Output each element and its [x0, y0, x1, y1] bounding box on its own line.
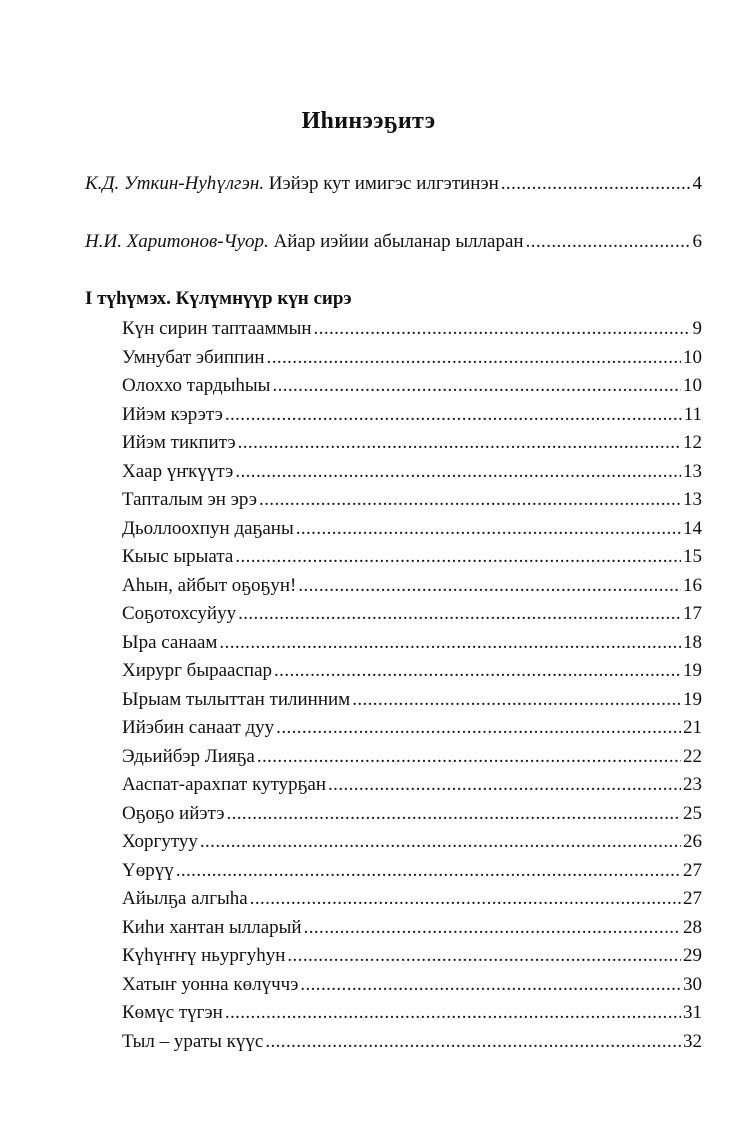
toc-entry	[122, 543, 702, 572]
toc-entry	[122, 771, 702, 800]
toc-page-number: 16	[683, 574, 702, 596]
toc-title: Хаар үҥкүүтэ	[122, 460, 234, 482]
toc-page-number: 13	[683, 460, 702, 482]
toc-dot-leader	[314, 315, 691, 344]
toc-entry	[122, 572, 702, 601]
toc-entry	[122, 486, 702, 515]
toc-entry	[122, 828, 702, 857]
toc-dot-leader	[259, 486, 681, 515]
toc-title: Ыра санаам	[122, 631, 218, 653]
toc-title: Күн сирин таптааммын	[122, 318, 312, 339]
toc-dot-leader	[526, 230, 691, 254]
toc-entry	[122, 600, 702, 629]
toc-title: Ааспат-арахпат кутурҕан	[122, 774, 327, 795]
toc-entry	[122, 629, 702, 658]
toc-dot-leader	[352, 686, 681, 715]
toc-dot-leader	[274, 657, 681, 686]
toc-page-number: 23	[683, 774, 702, 795]
toc-title: Иэйэр кут имигэс илгэтинэн	[268, 173, 499, 194]
toc-title: Хирург бырааспар	[122, 660, 273, 681]
toc-entry	[122, 401, 702, 430]
toc-entry	[122, 971, 702, 1000]
toc-page-number: 4	[692, 173, 702, 194]
toc-dot-leader	[300, 971, 681, 1000]
toc-author: Н.И. Харитонов-Чуор.	[85, 231, 269, 252]
toc-dot-leader	[328, 771, 681, 800]
toc-page-number: 19	[683, 660, 702, 681]
toc-entry	[122, 857, 702, 886]
toc-page-number: 15	[683, 546, 702, 567]
toc-entry	[122, 885, 702, 914]
toc-dot-leader	[219, 629, 681, 658]
toc-dot-leader	[225, 401, 682, 430]
toc-title: Оҕоҕо ийэтэ	[122, 802, 225, 824]
toc-page-number: 31	[683, 1002, 702, 1023]
toc-dot-leader	[225, 999, 681, 1028]
toc-dot-leader	[238, 429, 681, 458]
toc-title: Ырыам тылыттан тилинним	[122, 688, 351, 710]
toc-entry	[122, 800, 702, 829]
toc-entry	[122, 372, 702, 401]
toc-dot-leader	[501, 172, 691, 196]
toc-dot-leader	[265, 1028, 681, 1057]
toc-entry-list	[122, 315, 702, 1056]
toc-page-number: 30	[683, 973, 702, 995]
toc-entry	[122, 942, 702, 971]
toc-dot-leader	[200, 828, 681, 857]
toc-page-number: 6	[692, 231, 702, 252]
toc-title: Ийэбин санаат дуу	[122, 717, 275, 738]
toc-title: Көмүс түгэн	[122, 1002, 223, 1023]
toc-title: Айар иэйии абыланар ылларан	[273, 231, 524, 252]
toc-dot-leader	[176, 857, 681, 886]
toc-title: Тапталым эн эрэ	[122, 489, 257, 510]
toc-page-number: 32	[683, 1030, 702, 1052]
toc-entry	[122, 515, 702, 544]
toc-page-number: 13	[683, 489, 702, 510]
toc-title: Олоххо тардыһыы	[122, 375, 271, 396]
toc-page-number: 25	[683, 802, 702, 824]
toc-title: Киһи хантан ылларый	[122, 916, 302, 938]
toc-page-number: 26	[683, 831, 702, 852]
toc-title: Эдьийбэр Лияҕа	[122, 745, 255, 767]
toc-title: Хатыҥ уонна көлүччэ	[122, 973, 299, 995]
toc-page-number: 29	[683, 945, 702, 966]
toc-author: К.Д. Уткин-Нуһүлгэн.	[85, 173, 265, 194]
toc-dot-leader	[304, 914, 681, 943]
toc-page-number: 9	[692, 318, 702, 339]
toc-page-number: 27	[683, 888, 702, 909]
toc-page-number: 22	[683, 745, 702, 767]
toc-dot-leader	[276, 714, 681, 743]
toc-entry	[122, 686, 702, 715]
toc-title: Үөрүү	[122, 859, 174, 881]
toc-title: Ийэм кэрэтэ	[122, 403, 223, 425]
toc-page-number: 14	[683, 517, 702, 539]
toc-entry	[122, 1028, 702, 1057]
toc-intro-entry	[85, 172, 702, 196]
toc-page-number: 21	[683, 717, 702, 738]
toc-dot-leader	[250, 885, 681, 914]
toc-page-number: 12	[683, 432, 702, 453]
toc-dot-leader	[296, 515, 681, 544]
toc-title: Ийэм тикпитэ	[122, 432, 236, 453]
toc-entry	[122, 315, 702, 344]
page-title: Иһинээҕитэ	[301, 108, 436, 134]
toc-dot-leader	[235, 458, 681, 487]
toc-entry	[122, 344, 702, 373]
toc-dot-leader	[235, 543, 681, 572]
toc-entry	[122, 999, 702, 1028]
toc-title: Соҕотохсуйуу	[122, 603, 237, 624]
toc-title: Тыл – ураты күүс	[122, 1030, 264, 1052]
toc-entry	[122, 458, 702, 487]
toc-intro-entry	[85, 230, 702, 254]
toc-title: Айылҕа алгыһа	[122, 888, 248, 909]
toc-title: Аһын, айбыт оҕоҕун!	[122, 574, 297, 596]
toc-page-number: 11	[683, 403, 702, 425]
section-heading: I түһүмэх. Күлүмнүүр күн сирэ	[85, 288, 352, 309]
toc-entry	[122, 429, 702, 458]
toc-dot-leader	[238, 600, 681, 629]
toc-dot-leader	[267, 344, 681, 373]
toc-page-number: 10	[683, 346, 702, 368]
toc-page-number: 18	[683, 631, 702, 653]
toc-title: Умнубат эбиппин	[122, 346, 265, 368]
toc-dot-leader	[298, 572, 681, 601]
toc-page-number: 27	[683, 859, 702, 881]
toc-entry	[122, 657, 702, 686]
toc-title: Дьоллоохпун даҕаны	[122, 517, 294, 539]
toc-page-number: 19	[683, 688, 702, 710]
toc-dot-leader	[272, 372, 681, 401]
toc-dot-leader	[226, 800, 681, 829]
toc-dot-leader	[257, 743, 681, 772]
toc-title: Күһүҥҥү ньургуһун	[122, 945, 286, 966]
toc-entry	[122, 914, 702, 943]
toc-page-number: 28	[683, 916, 702, 938]
toc-page-number: 17	[683, 603, 702, 624]
toc-page-number: 10	[683, 375, 702, 396]
toc-title: Кыыс ырыата	[122, 546, 234, 567]
toc-entry	[122, 714, 702, 743]
toc-title: Хоргутуу	[122, 831, 198, 852]
toc-dot-leader	[287, 942, 681, 971]
toc-entry	[122, 743, 702, 772]
